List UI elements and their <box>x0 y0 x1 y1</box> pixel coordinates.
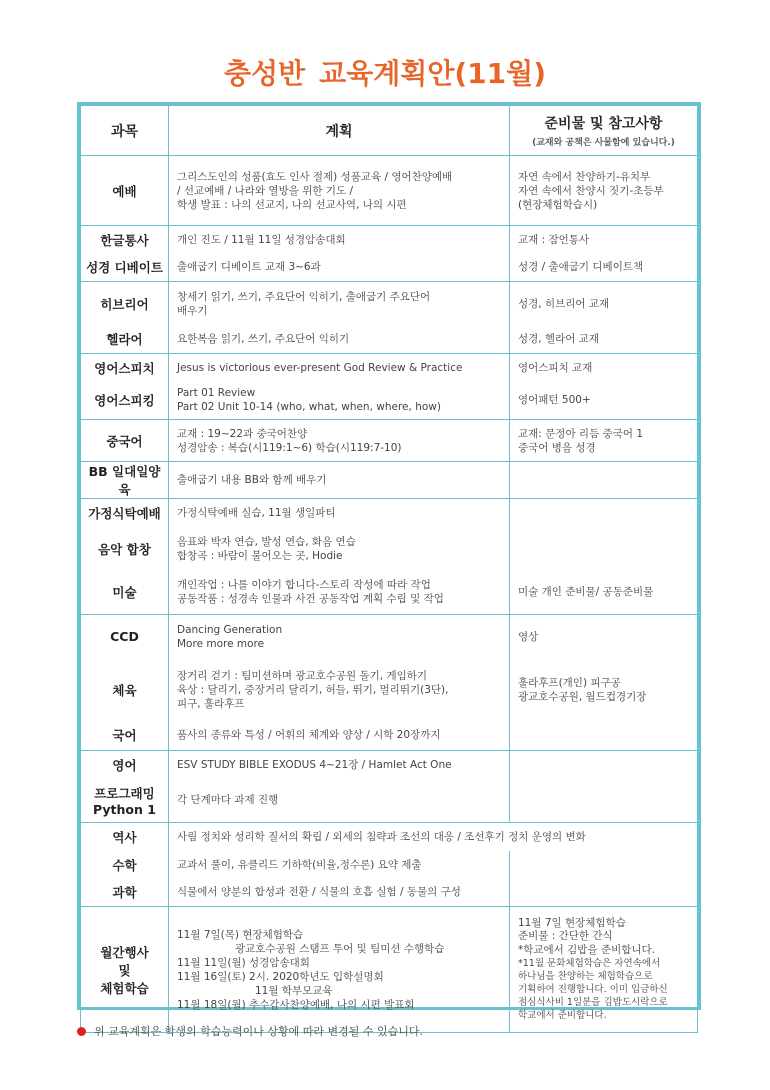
plan-cell: 각 단계마다 과제 진행 <box>169 779 510 823</box>
subject-cell: 음악 합창 <box>81 527 169 571</box>
prep-line: 하나님을 찬양하는 체험학습으로 <box>518 971 653 983</box>
prep-line: 교재: 문정아 리듬 중국어 1 <box>518 427 643 440</box>
plan-line: 배우기 <box>177 304 208 317</box>
table-row <box>81 721 698 751</box>
table-row <box>81 851 698 879</box>
plan-line: 그리스도인의 성품(효도 인사 절제) 성품교육 / 영어찬양예배 <box>177 170 453 183</box>
plan-cell <box>169 615 510 659</box>
prep-line: 준비물 : 간단한 간식 <box>518 930 613 943</box>
plan-cell: 식물에서 양분의 합성과 전환 / 식물의 호흡 실험 / 동물의 구성 <box>169 879 510 907</box>
header-prep-title: 준비물 및 참고사항 <box>544 116 663 132</box>
plan-line: 피구, 훌라후프 <box>177 697 245 710</box>
table-row <box>81 659 698 721</box>
plan-cell: 개인 진도 / 11월 11일 성경암송대회 <box>169 226 510 254</box>
plan-line: 음표와 박자 연습, 발성 연습, 화음 연습 <box>177 535 356 548</box>
subject-cell: 성경 디베이트 <box>81 254 169 282</box>
subject-cell: 예배 <box>81 156 169 226</box>
footnote <box>77 1023 423 1039</box>
prep-cell: 성경, 헬라어 교재 <box>510 326 698 354</box>
page-title-plan: 교육계획안(11월) <box>319 57 546 90</box>
plan-cell: 가정식탁예배 실습, 11월 생일파티 <box>169 499 510 527</box>
plan-line: 장거리 걷기 : 팀미션하며 광교호수공원 돌기, 게임하기 <box>177 669 428 682</box>
prep-line: 11월 7일 현장체험학습 <box>518 916 626 929</box>
table-row <box>81 823 698 851</box>
prep-cell <box>510 907 698 1033</box>
prep-cell <box>510 659 698 721</box>
subject-line: 월간행사 <box>100 944 149 960</box>
subject-cell: 히브리어 <box>81 282 169 326</box>
prep-line: 학교에서 준비합니다. <box>518 1010 607 1022</box>
plan-line: 육상 : 달리기, 중장거리 달리기, 허들, 뛰기, 멀리뛰기(3단), <box>177 683 449 696</box>
prep-line: 중국어 병음 성경 <box>518 441 596 454</box>
table-row <box>81 226 698 254</box>
plan-cell: Jesus is victorious ever-present God Review & Practice <box>169 354 510 382</box>
prep-line: *학교에서 김밥을 준비합니다. <box>518 943 655 956</box>
table-row <box>81 282 698 326</box>
prep-cell <box>510 779 698 823</box>
plan-cell <box>169 527 510 571</box>
prep-cell: 교재 : 잠언통사 <box>510 226 698 254</box>
footnote-text: 위 교육계획은 학생의 학습능력이나 상황에 따라 변경될 수 있습니다. <box>94 1025 423 1038</box>
prep-line: 훌라후프(개인) 피구공 <box>518 676 621 689</box>
table-row <box>81 571 698 615</box>
plan-cell: 출애굽기 내용 BB와 함께 배우기 <box>169 462 510 499</box>
prep-cell <box>510 499 698 527</box>
table-row <box>81 326 698 354</box>
plan-cell: 출애굽기 디베이트 교재 3~6과 <box>169 254 510 282</box>
prep-line: 기획하여 진행합니다. 이미 입금하신 <box>518 984 668 996</box>
plan-cell <box>169 907 510 1033</box>
table-row <box>81 779 698 823</box>
plan-line: 개인작업 : 나를 이야기 합니다-스토리 작성에 따라 작업 <box>177 579 431 592</box>
plan-line: 11월 7일(목) 현장체험학습 <box>177 928 304 941</box>
header-prep-note: (교재와 공책은 사물함에 있습니다.) <box>532 138 675 148</box>
prep-cell <box>510 851 698 879</box>
plan-line: 학생 발표 : 나의 선교지, 나의 선교사역, 나의 시편 <box>177 198 407 211</box>
plan-cell <box>169 282 510 326</box>
subject-cell: 영어스피치 <box>81 354 169 382</box>
plan-line: / 선교예배 / 나라와 열방을 위한 기도 / <box>177 184 353 197</box>
plan-line: Dancing Generation <box>177 623 283 636</box>
plan-line: 11월 학부모교육 <box>255 984 333 997</box>
table-row <box>81 382 698 420</box>
header-plan: 계획 <box>169 106 510 156</box>
plan-table <box>77 102 701 1022</box>
plan-cell <box>169 156 510 226</box>
prep-line: 자연 속에서 찬양하기-유치부 <box>518 170 651 183</box>
table-row <box>81 751 698 779</box>
page-title-class: 충성반 <box>223 57 306 90</box>
prep-cell <box>510 420 698 462</box>
prep-cell <box>510 751 698 779</box>
prep-cell: 영상 <box>510 615 698 659</box>
plan-line: 공동작품 : 성경속 인물과 사건 공동작업 계획 수립 및 작업 <box>177 593 444 606</box>
plan-cell: ESV STUDY BIBLE EXODUS 4~21장 / Hamlet Act One <box>169 751 510 779</box>
plan-cell <box>169 382 510 420</box>
plan-cell: 교과서 풀이, 유클리드 기하학(비율,정수론) 요약 제출 <box>169 851 510 879</box>
subject-cell: 중국어 <box>81 420 169 462</box>
prep-cell: 영어패턴 500+ <box>510 382 698 420</box>
subject-line: 및 <box>118 962 131 978</box>
prep-cell: 영어스피치 교재 <box>510 354 698 382</box>
plan-line: 11월 11일(월) 성경암송대회 <box>177 956 310 969</box>
plan-line: More more more <box>177 637 265 650</box>
table-row <box>81 354 698 382</box>
plan-line: 11월 18일(월) 추수감사찬양예배, 나의 시편 발표회 <box>177 998 415 1011</box>
subject-line: 체험학습 <box>100 980 149 996</box>
table-row <box>81 254 698 282</box>
subject-cell: 헬라어 <box>81 326 169 354</box>
prep-line: 자연 속에서 찬양시 짓기-초등부 <box>518 184 664 197</box>
table-row <box>81 462 698 499</box>
prep-line: (현장체험학습시) <box>518 198 598 211</box>
subject-cell: 체육 <box>81 659 169 721</box>
table-row <box>81 156 698 226</box>
prep-cell <box>510 462 698 499</box>
header-row <box>81 106 698 156</box>
plan-line: 광교호수공원 스탬프 투어 및 팀미션 수행학습 <box>235 942 445 955</box>
plan-cell <box>169 571 510 615</box>
table-row <box>81 907 698 1033</box>
subject-cell: 수학 <box>81 851 169 879</box>
plan-line: 합창곡 : 바람이 불어오는 곳, Hodie <box>177 549 343 562</box>
subject-cell: 한글통사 <box>81 226 169 254</box>
subject-cell: 영어스피킹 <box>81 382 169 420</box>
subject-line: 프로그래밍 <box>94 785 155 801</box>
table-row <box>81 420 698 462</box>
prep-cell <box>510 879 698 907</box>
prep-cell: 성경 / 출애굽기 디베이트책 <box>510 254 698 282</box>
table-row <box>81 527 698 571</box>
subject-cell: 가정식탁예배 <box>81 499 169 527</box>
subject-cell: 역사 <box>81 823 169 851</box>
plan-line: 교재 : 19~22과 중국어찬양 <box>177 427 308 440</box>
plan-line: Part 02 Unit 10-14 (who, what, when, where, how) <box>177 401 441 414</box>
bullet-dot-icon <box>77 1027 86 1036</box>
subject-cell <box>81 907 169 1033</box>
plan-cell: 사림 정치와 성리학 질서의 확립 / 외세의 침략과 조선의 대응 / 조선후기 정치 운영의 변화 <box>169 823 698 851</box>
prep-line: 광교호수공원, 월드컵경기장 <box>518 690 647 703</box>
subject-cell: 미술 <box>81 571 169 615</box>
plan-cell <box>169 420 510 462</box>
subject-cell <box>81 779 169 823</box>
plan-line: Part 01 Review <box>177 387 256 400</box>
page-title <box>0 52 770 92</box>
subject-line: Python 1 <box>93 801 156 817</box>
plan-cell <box>169 659 510 721</box>
plan-cell: 품사의 종류와 특성 / 어휘의 체계와 양상 / 시학 20장까지 <box>169 721 510 751</box>
table-row <box>81 499 698 527</box>
subject-cell: 과학 <box>81 879 169 907</box>
subject-cell: CCD <box>81 615 169 659</box>
header-subject: 과목 <box>81 106 169 156</box>
plan-line: 창세기 읽기, 쓰기, 주요단어 익히기, 출애굽기 주요단어 <box>177 290 431 303</box>
prep-cell <box>510 527 698 571</box>
header-prep <box>510 106 698 156</box>
plan-line: 성경암송 : 복습(시119:1~6) 학습(시119:7-10) <box>177 441 402 454</box>
prep-cell <box>510 156 698 226</box>
subject-cell: 국어 <box>81 721 169 751</box>
table-row <box>81 615 698 659</box>
prep-line: 점심식사비 1일분을 김밥도시락으로 <box>518 997 668 1009</box>
subject-cell: 영어 <box>81 751 169 779</box>
prep-cell: 미술 개인 준비물/ 공동준비물 <box>510 571 698 615</box>
prep-cell <box>510 721 698 751</box>
plan-line: 11월 16일(토) 2시. 2020학년도 입학설명회 <box>177 970 384 983</box>
prep-line: *11월 문화체험학습은 자연속에서 <box>518 958 661 970</box>
table-row <box>81 879 698 907</box>
subject-cell: BB 일대일양육 <box>81 462 169 499</box>
plan-cell: 요한복음 읽기, 쓰기, 주요단어 익히기 <box>169 326 510 354</box>
prep-cell: 성경, 히브리어 교재 <box>510 282 698 326</box>
